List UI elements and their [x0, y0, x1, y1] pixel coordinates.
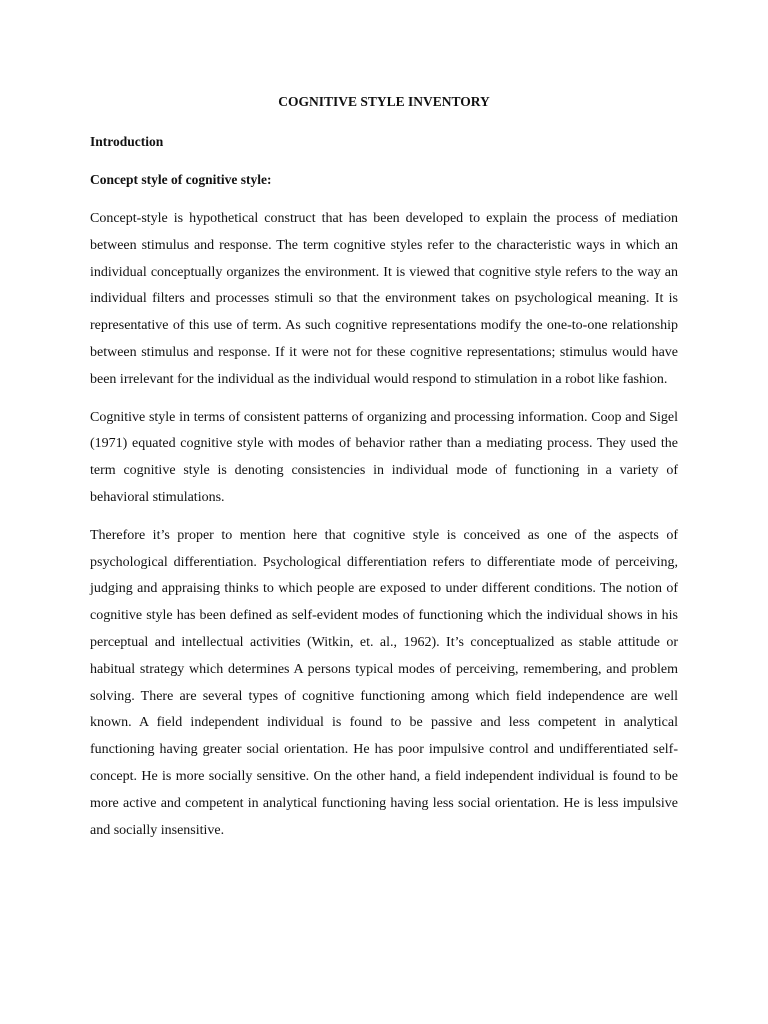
paragraph-1: Concept-style is hypothetical construct that has been developed to explain the process of mediation between stimulus and response. The term cognitive styles refer to the characteristic ways in which an individual conceptually organizes the environment. It is viewed that cognitive style refers to the way an individual filters and processes stimuli so that the environment takes on psychological meaning. It is representative of this use of term. As such cognitive representations modify the one-to-one relationship between stimulus and response. If it were not for these cognitive representations; stimulus would have been irrelevant for the individual as the individual would respond to stimulation in a robot like fashion. [90, 211, 678, 387]
subheading-concept-style: Concept style of cognitive style: [90, 172, 272, 187]
paragraph-2: Cognitive style in terms of consistent patterns of organizing and processing information. Coop and Sigel (1971) equated cognitive style with modes of behavior rather than a mediating process. They used the term cognitive style is denoting consistencies in individual mode of functioning in a variety of behavioral stimulations. [90, 409, 678, 505]
section-heading-introduction: Introduction [90, 134, 164, 149]
paragraph-3: Therefore it’s proper to mention here that cognitive style is conceived as one of the aspects of psychological differentiation. Psychological differentiation refers to differentiate mode of perceiving, judging and appraising thinks to which people are exposed to under different conditions. The notion of cognitive style has been defined as self-evident modes of functioning which the individual shows in his perceptual and intellectual activities (Witkin, et. al., 1962). It’s conceptualized as stable attitude or habitual strategy which determines A persons typical modes of perceiving, remembering, and problem solving. There are several types of cognitive functioning among which field independence are well known. A field independent individual is found to be passive and less competent in analytical functioning having greater social orientation. He has poor impulsive control and undifferentiated self-concept. He is more socially sensitive. On the other hand, a field independent individual is found to be more active and competent in analytical functioning having less social orientation. He is less impulsive and socially insensitive. [90, 527, 678, 838]
document-title: COGNITIVE STYLE INVENTORY [278, 94, 490, 109]
document-page [90, 93, 678, 855]
